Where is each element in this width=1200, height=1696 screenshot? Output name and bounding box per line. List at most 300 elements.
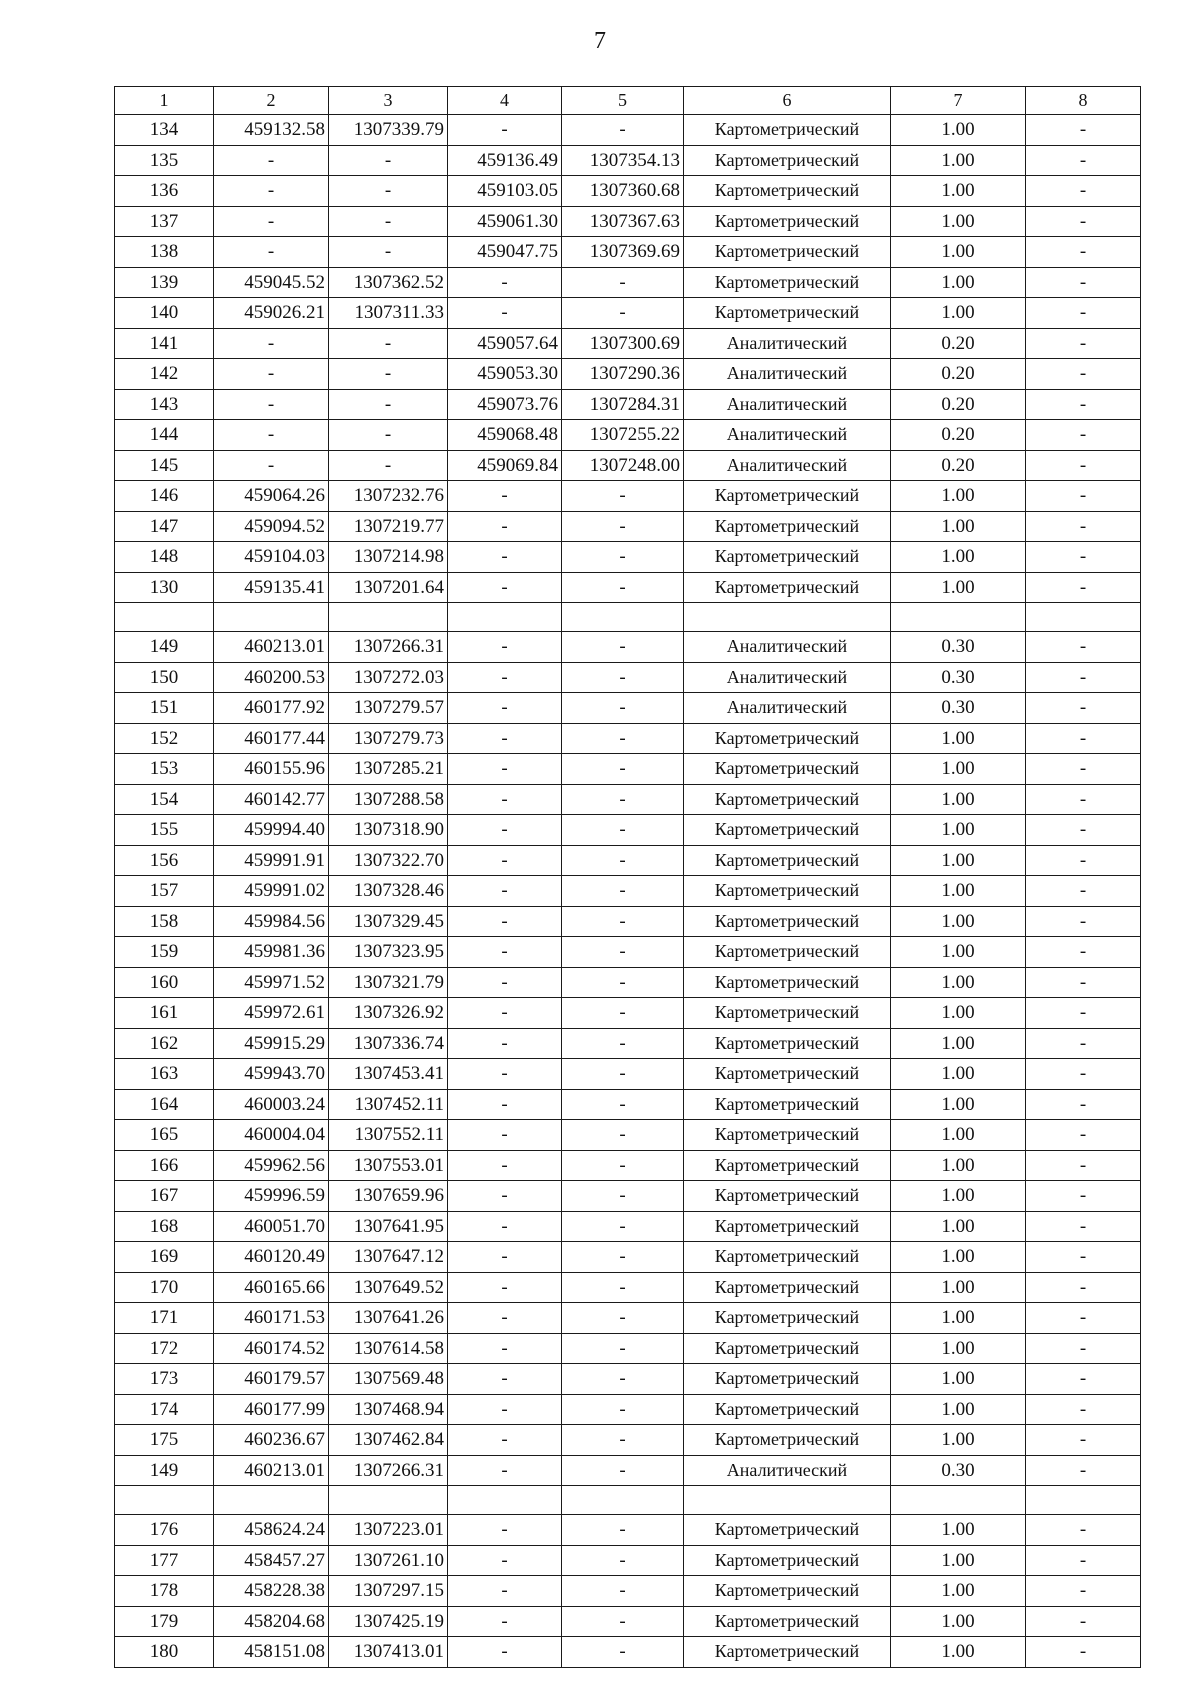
y-coordinate-alt-cell: - <box>562 1242 684 1273</box>
x-coordinate-cell: 459132.58 <box>214 115 329 146</box>
method-cell: Картометрический <box>684 754 891 785</box>
table-row <box>115 145 1141 176</box>
note-cell: - <box>1026 784 1141 815</box>
x-coordinate-cell: - <box>214 145 329 176</box>
method-cell: Картометрический <box>684 967 891 998</box>
table-row <box>115 206 1141 237</box>
note-cell: - <box>1026 1089 1141 1120</box>
y-coordinate-cell: 1307659.96 <box>329 1181 448 1212</box>
note-cell: - <box>1026 298 1141 329</box>
y-coordinate-alt-cell: - <box>562 572 684 603</box>
point-number-cell: 167 <box>115 1181 214 1212</box>
y-coordinate-cell: 1307318.90 <box>329 815 448 846</box>
note-cell: - <box>1026 481 1141 512</box>
table-body <box>115 87 1141 1668</box>
x-coordinate-alt-cell: - <box>448 542 562 573</box>
x-coordinate-cell: 459991.91 <box>214 845 329 876</box>
table-row <box>115 967 1141 998</box>
note-cell: - <box>1026 723 1141 754</box>
x-coordinate-alt-cell <box>448 1486 562 1515</box>
accuracy-cell: 1.00 <box>891 1637 1026 1668</box>
y-coordinate-cell: 1307641.95 <box>329 1211 448 1242</box>
y-coordinate-alt-cell: - <box>562 1333 684 1364</box>
y-coordinate-alt-cell <box>562 1486 684 1515</box>
point-number-cell: 147 <box>115 511 214 542</box>
method-cell: Картометрический <box>684 206 891 237</box>
point-number-cell: 149 <box>115 1455 214 1486</box>
x-coordinate-alt-cell: - <box>448 481 562 512</box>
y-coordinate-alt-cell: - <box>562 845 684 876</box>
accuracy-cell: 1.00 <box>891 1425 1026 1456</box>
note-cell: - <box>1026 115 1141 146</box>
y-coordinate-alt-cell: - <box>562 1637 684 1668</box>
method-cell: Картометрический <box>684 937 891 968</box>
table-row <box>115 1637 1141 1668</box>
x-coordinate-alt-cell: - <box>448 998 562 1029</box>
x-coordinate-cell: 460213.01 <box>214 1455 329 1486</box>
table-row <box>115 1059 1141 1090</box>
header-cell-4: 4 <box>448 87 562 115</box>
table-row <box>115 1272 1141 1303</box>
y-coordinate-alt-cell: - <box>562 1120 684 1151</box>
x-coordinate-alt-cell: - <box>448 1089 562 1120</box>
point-number-cell: 172 <box>115 1333 214 1364</box>
x-coordinate-alt-cell: - <box>448 1242 562 1273</box>
y-coordinate-alt-cell: - <box>562 1394 684 1425</box>
table-row <box>115 754 1141 785</box>
method-cell: Картометрический <box>684 298 891 329</box>
y-coordinate-alt-cell: - <box>562 1606 684 1637</box>
method-cell: Картометрический <box>684 876 891 907</box>
method-cell: Картометрический <box>684 1150 891 1181</box>
note-cell: - <box>1026 1059 1141 1090</box>
point-number-cell: 177 <box>115 1545 214 1576</box>
note-cell: - <box>1026 815 1141 846</box>
point-number-cell: 148 <box>115 542 214 573</box>
table-row <box>115 420 1141 451</box>
note-cell: - <box>1026 632 1141 663</box>
method-cell: Аналитический <box>684 420 891 451</box>
table-row <box>115 1606 1141 1637</box>
point-number-cell: 151 <box>115 693 214 724</box>
y-coordinate-alt-cell: - <box>562 876 684 907</box>
y-coordinate-cell: 1307201.64 <box>329 572 448 603</box>
method-cell: Картометрический <box>684 1515 891 1546</box>
x-coordinate-alt-cell: - <box>448 1455 562 1486</box>
x-coordinate-alt-cell: - <box>448 1028 562 1059</box>
x-coordinate-cell: 459943.70 <box>214 1059 329 1090</box>
y-coordinate-alt-cell: - <box>562 298 684 329</box>
y-coordinate-cell: 1307336.74 <box>329 1028 448 1059</box>
note-cell: - <box>1026 328 1141 359</box>
method-cell: Картометрический <box>684 998 891 1029</box>
y-coordinate-alt-cell: - <box>562 662 684 693</box>
y-coordinate-cell <box>329 603 448 632</box>
accuracy-cell: 1.00 <box>891 1028 1026 1059</box>
point-number-cell: 142 <box>115 359 214 390</box>
y-coordinate-alt-cell: 1307255.22 <box>562 420 684 451</box>
x-coordinate-cell: 460155.96 <box>214 754 329 785</box>
method-cell: Картометрический <box>684 481 891 512</box>
accuracy-cell <box>891 1486 1026 1515</box>
x-coordinate-alt-cell: - <box>448 632 562 663</box>
point-number-cell: 134 <box>115 115 214 146</box>
method-cell: Картометрический <box>684 115 891 146</box>
note-cell: - <box>1026 1181 1141 1212</box>
x-coordinate-alt-cell: 459136.49 <box>448 145 562 176</box>
table-row <box>115 1120 1141 1151</box>
accuracy-cell: 1.00 <box>891 237 1026 268</box>
note-cell: - <box>1026 1150 1141 1181</box>
x-coordinate-cell: 459045.52 <box>214 267 329 298</box>
note-cell: - <box>1026 206 1141 237</box>
x-coordinate-alt-cell: - <box>448 1606 562 1637</box>
table-row <box>115 176 1141 207</box>
accuracy-cell: 0.30 <box>891 662 1026 693</box>
x-coordinate-alt-cell: - <box>448 1211 562 1242</box>
point-number-cell: 175 <box>115 1425 214 1456</box>
y-coordinate-cell: 1307468.94 <box>329 1394 448 1425</box>
y-coordinate-alt-cell: - <box>562 937 684 968</box>
method-cell: Картометрический <box>684 1211 891 1242</box>
note-cell: - <box>1026 845 1141 876</box>
accuracy-cell: 1.00 <box>891 176 1026 207</box>
note-cell: - <box>1026 511 1141 542</box>
x-coordinate-cell: 460177.99 <box>214 1394 329 1425</box>
table-row <box>115 1303 1141 1334</box>
point-number-cell: 130 <box>115 572 214 603</box>
y-coordinate-alt-cell: - <box>562 1059 684 1090</box>
y-coordinate-cell: 1307462.84 <box>329 1425 448 1456</box>
x-coordinate-cell: 458624.24 <box>214 1515 329 1546</box>
y-coordinate-alt-cell: - <box>562 1576 684 1607</box>
point-number-cell <box>115 603 214 632</box>
x-coordinate-cell: 458204.68 <box>214 1606 329 1637</box>
method-cell: Картометрический <box>684 1272 891 1303</box>
accuracy-cell: 1.00 <box>891 481 1026 512</box>
method-cell: Картометрический <box>684 1242 891 1273</box>
table-row <box>115 723 1141 754</box>
y-coordinate-alt-cell: - <box>562 967 684 998</box>
accuracy-cell: 1.00 <box>891 267 1026 298</box>
method-cell: Картометрический <box>684 176 891 207</box>
method-cell: Картометрический <box>684 1425 891 1456</box>
method-cell: Картометрический <box>684 1120 891 1151</box>
table-row <box>115 1211 1141 1242</box>
y-coordinate-cell: 1307266.31 <box>329 1455 448 1486</box>
x-coordinate-cell: 460179.57 <box>214 1364 329 1395</box>
method-cell <box>684 603 891 632</box>
table-row <box>115 298 1141 329</box>
table-row <box>115 662 1141 693</box>
x-coordinate-cell: 459026.21 <box>214 298 329 329</box>
x-coordinate-cell: - <box>214 328 329 359</box>
accuracy-cell: 1.00 <box>891 1059 1026 1090</box>
y-coordinate-cell: - <box>329 420 448 451</box>
note-cell: - <box>1026 1120 1141 1151</box>
point-number-cell: 164 <box>115 1089 214 1120</box>
accuracy-cell: 0.20 <box>891 420 1026 451</box>
x-coordinate-alt-cell: - <box>448 1059 562 1090</box>
x-coordinate-alt-cell: - <box>448 572 562 603</box>
accuracy-cell: 1.00 <box>891 1089 1026 1120</box>
accuracy-cell <box>891 603 1026 632</box>
point-number-cell: 161 <box>115 998 214 1029</box>
table-row <box>115 511 1141 542</box>
x-coordinate-cell: 460200.53 <box>214 662 329 693</box>
note-cell: - <box>1026 967 1141 998</box>
x-coordinate-alt-cell: - <box>448 784 562 815</box>
table-row <box>115 1028 1141 1059</box>
x-coordinate-alt-cell: - <box>448 1364 562 1395</box>
point-number-cell: 154 <box>115 784 214 815</box>
x-coordinate-alt-cell: - <box>448 1545 562 1576</box>
point-number-cell: 162 <box>115 1028 214 1059</box>
method-cell: Картометрический <box>684 784 891 815</box>
table-header-row <box>115 87 1141 115</box>
y-coordinate-cell: 1307326.92 <box>329 998 448 1029</box>
point-number-cell: 165 <box>115 1120 214 1151</box>
note-cell: - <box>1026 1576 1141 1607</box>
x-coordinate-cell: 460120.49 <box>214 1242 329 1273</box>
y-coordinate-cell: - <box>329 389 448 420</box>
x-coordinate-alt-cell: 459103.05 <box>448 176 562 207</box>
page-number: 7 <box>594 28 606 54</box>
x-coordinate-alt-cell: - <box>448 1303 562 1334</box>
y-coordinate-cell: - <box>329 450 448 481</box>
header-cell-5: 5 <box>562 87 684 115</box>
method-cell: Картометрический <box>684 1364 891 1395</box>
note-cell: - <box>1026 542 1141 573</box>
x-coordinate-cell: 459915.29 <box>214 1028 329 1059</box>
y-coordinate-alt-cell: - <box>562 723 684 754</box>
x-coordinate-alt-cell: - <box>448 845 562 876</box>
table-row <box>115 693 1141 724</box>
x-coordinate-alt-cell: - <box>448 1515 562 1546</box>
note-cell: - <box>1026 237 1141 268</box>
x-coordinate-alt-cell: - <box>448 1425 562 1456</box>
x-coordinate-cell: 459971.52 <box>214 967 329 998</box>
note-cell: - <box>1026 1515 1141 1546</box>
y-coordinate-cell: 1307219.77 <box>329 511 448 542</box>
point-number-cell: 145 <box>115 450 214 481</box>
accuracy-cell: 1.00 <box>891 998 1026 1029</box>
accuracy-cell: 0.20 <box>891 389 1026 420</box>
note-cell: - <box>1026 1425 1141 1456</box>
note-cell: - <box>1026 145 1141 176</box>
x-coordinate-alt-cell: - <box>448 876 562 907</box>
x-coordinate-alt-cell: 459073.76 <box>448 389 562 420</box>
accuracy-cell: 1.00 <box>891 1272 1026 1303</box>
x-coordinate-alt-cell: - <box>448 1394 562 1425</box>
y-coordinate-alt-cell: - <box>562 1425 684 1456</box>
x-coordinate-cell: 460004.04 <box>214 1120 329 1151</box>
table-row <box>115 1242 1141 1273</box>
accuracy-cell: 1.00 <box>891 1303 1026 1334</box>
y-coordinate-alt-cell: - <box>562 115 684 146</box>
point-number-cell: 173 <box>115 1364 214 1395</box>
note-cell: - <box>1026 1394 1141 1425</box>
x-coordinate-cell: 460236.67 <box>214 1425 329 1456</box>
y-coordinate-cell: 1307323.95 <box>329 937 448 968</box>
table-row <box>115 1181 1141 1212</box>
y-coordinate-cell: - <box>329 359 448 390</box>
x-coordinate-alt-cell: - <box>448 937 562 968</box>
table-row <box>115 1515 1141 1546</box>
note-cell: - <box>1026 1272 1141 1303</box>
method-cell: Картометрический <box>684 1606 891 1637</box>
note-cell: - <box>1026 1637 1141 1668</box>
point-number-cell: 140 <box>115 298 214 329</box>
y-coordinate-cell <box>329 1486 448 1515</box>
table-row <box>115 784 1141 815</box>
y-coordinate-cell: - <box>329 206 448 237</box>
y-coordinate-cell: 1307232.76 <box>329 481 448 512</box>
x-coordinate-cell: 459996.59 <box>214 1181 329 1212</box>
method-cell: Картометрический <box>684 1303 891 1334</box>
x-coordinate-alt-cell: - <box>448 1181 562 1212</box>
accuracy-cell: 1.00 <box>891 115 1026 146</box>
y-coordinate-alt-cell: 1307367.63 <box>562 206 684 237</box>
table-row <box>115 906 1141 937</box>
y-coordinate-cell: 1307266.31 <box>329 632 448 663</box>
x-coordinate-cell: 460171.53 <box>214 1303 329 1334</box>
table-row <box>115 267 1141 298</box>
x-coordinate-alt-cell: - <box>448 815 562 846</box>
method-cell: Картометрический <box>684 815 891 846</box>
y-coordinate-cell: 1307553.01 <box>329 1150 448 1181</box>
table-row <box>115 450 1141 481</box>
y-coordinate-cell: 1307329.45 <box>329 906 448 937</box>
table-row <box>115 845 1141 876</box>
note-cell: - <box>1026 1242 1141 1273</box>
note-cell: - <box>1026 693 1141 724</box>
accuracy-cell: 1.00 <box>891 1211 1026 1242</box>
x-coordinate-cell: 460051.70 <box>214 1211 329 1242</box>
y-coordinate-cell: 1307311.33 <box>329 298 448 329</box>
y-coordinate-cell: 1307649.52 <box>329 1272 448 1303</box>
point-number-cell: 156 <box>115 845 214 876</box>
accuracy-cell: 1.00 <box>891 1333 1026 1364</box>
note-cell: - <box>1026 1364 1141 1395</box>
x-coordinate-alt-cell: - <box>448 723 562 754</box>
y-coordinate-cell: - <box>329 145 448 176</box>
x-coordinate-cell: 458151.08 <box>214 1637 329 1668</box>
x-coordinate-cell: - <box>214 176 329 207</box>
x-coordinate-alt-cell: - <box>448 754 562 785</box>
note-cell: - <box>1026 1606 1141 1637</box>
note-cell: - <box>1026 662 1141 693</box>
note-cell: - <box>1026 1028 1141 1059</box>
point-number-cell: 135 <box>115 145 214 176</box>
x-coordinate-alt-cell: - <box>448 511 562 542</box>
x-coordinate-cell: 459994.40 <box>214 815 329 846</box>
method-cell: Картометрический <box>684 906 891 937</box>
table-row <box>115 632 1141 663</box>
point-number-cell: 160 <box>115 967 214 998</box>
method-cell: Картометрический <box>684 1576 891 1607</box>
accuracy-cell: 0.20 <box>891 359 1026 390</box>
accuracy-cell: 0.30 <box>891 632 1026 663</box>
y-coordinate-cell: 1307453.41 <box>329 1059 448 1090</box>
table-row <box>115 389 1141 420</box>
y-coordinate-cell: 1307279.57 <box>329 693 448 724</box>
x-coordinate-cell: - <box>214 420 329 451</box>
point-number-cell: 170 <box>115 1272 214 1303</box>
table-row <box>115 1150 1141 1181</box>
y-coordinate-alt-cell: 1307290.36 <box>562 359 684 390</box>
note-cell: - <box>1026 420 1141 451</box>
table-row <box>115 1576 1141 1607</box>
x-coordinate-cell: 458457.27 <box>214 1545 329 1576</box>
table-row <box>115 1425 1141 1456</box>
x-coordinate-cell: - <box>214 450 329 481</box>
x-coordinate-cell: - <box>214 389 329 420</box>
x-coordinate-cell: 459135.41 <box>214 572 329 603</box>
note-cell: - <box>1026 906 1141 937</box>
y-coordinate-alt-cell: - <box>562 1515 684 1546</box>
accuracy-cell: 1.00 <box>891 1150 1026 1181</box>
y-coordinate-cell: 1307614.58 <box>329 1333 448 1364</box>
method-cell: Аналитический <box>684 632 891 663</box>
y-coordinate-cell: 1307641.26 <box>329 1303 448 1334</box>
table-row <box>115 1089 1141 1120</box>
note-cell: - <box>1026 1211 1141 1242</box>
accuracy-cell: 1.00 <box>891 511 1026 542</box>
x-coordinate-cell: 459991.02 <box>214 876 329 907</box>
point-number-cell: 158 <box>115 906 214 937</box>
table-row <box>115 876 1141 907</box>
accuracy-cell: 1.00 <box>891 784 1026 815</box>
method-cell: Картометрический <box>684 1028 891 1059</box>
y-coordinate-cell: 1307297.15 <box>329 1576 448 1607</box>
y-coordinate-cell: 1307569.48 <box>329 1364 448 1395</box>
y-coordinate-alt-cell: - <box>562 267 684 298</box>
note-cell: - <box>1026 1303 1141 1334</box>
table-row <box>115 815 1141 846</box>
x-coordinate-alt-cell: - <box>448 1576 562 1607</box>
y-coordinate-alt-cell: - <box>562 906 684 937</box>
y-coordinate-cell: 1307223.01 <box>329 1515 448 1546</box>
method-cell: Картометрический <box>684 1333 891 1364</box>
x-coordinate-alt-cell: 459053.30 <box>448 359 562 390</box>
y-coordinate-cell: 1307214.98 <box>329 542 448 573</box>
x-coordinate-alt-cell: - <box>448 906 562 937</box>
point-number-cell: 144 <box>115 420 214 451</box>
accuracy-cell: 0.30 <box>891 1455 1026 1486</box>
method-cell: Картометрический <box>684 267 891 298</box>
method-cell: Картометрический <box>684 1089 891 1120</box>
x-coordinate-cell: - <box>214 237 329 268</box>
header-cell-3: 3 <box>329 87 448 115</box>
point-number-cell: 136 <box>115 176 214 207</box>
note-cell: - <box>1026 876 1141 907</box>
point-number-cell: 168 <box>115 1211 214 1242</box>
y-coordinate-alt-cell: - <box>562 1545 684 1576</box>
x-coordinate-alt-cell: 459057.64 <box>448 328 562 359</box>
point-number-cell: 169 <box>115 1242 214 1273</box>
y-coordinate-cell: 1307339.79 <box>329 115 448 146</box>
header-cell-2: 2 <box>214 87 329 115</box>
y-coordinate-alt-cell: - <box>562 632 684 663</box>
x-coordinate-alt-cell: 459069.84 <box>448 450 562 481</box>
x-coordinate-cell <box>214 1486 329 1515</box>
x-coordinate-cell: 460003.24 <box>214 1089 329 1120</box>
method-cell <box>684 1486 891 1515</box>
x-coordinate-alt-cell: - <box>448 1637 562 1668</box>
accuracy-cell: 1.00 <box>891 1606 1026 1637</box>
note-cell <box>1026 1486 1141 1515</box>
